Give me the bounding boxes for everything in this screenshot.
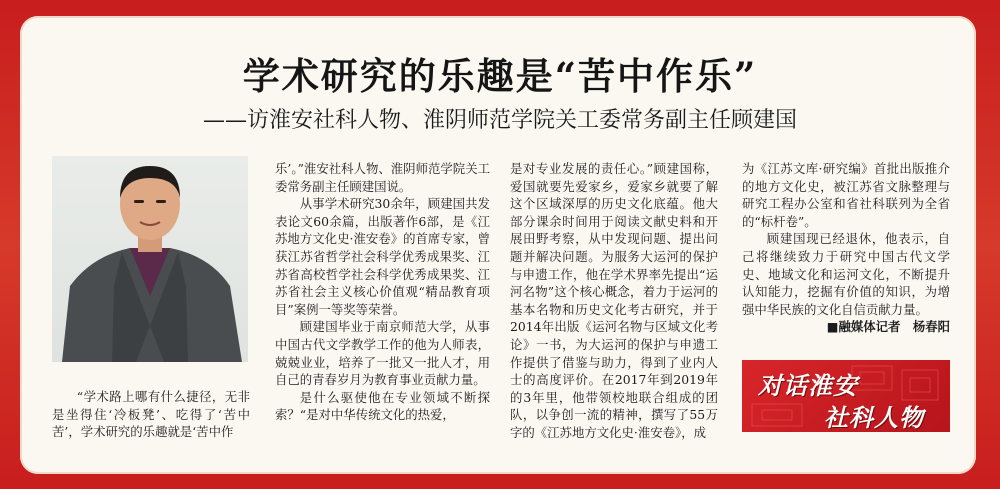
quote-paragraph: “学术路上哪有什么捷径，无非是坐得住‘冷板凳’、吃得了‘苦中苦’，学术研究的乐趣就是‘苦中作 xyxy=(52,389,250,440)
column-2-paragraph-1: 从事学术研究30余年，顾建国共发表论文60余篇，出版著作6部，是《江苏地方文化史·淮安卷》的首席专家，曾获江苏省哲学社会科学优秀成果奖、江苏省高校哲学社会科学优秀成果奖、江苏省社会主义核心价值观“精品教育项目”案例一等奖等荣誉。 xyxy=(275,196,490,317)
portrait-illustration xyxy=(52,156,248,362)
column-4-paragraph-0: 为《江苏文库·研究编》首批出版推介的地方文化史，被江苏省文脉整理与研究工程办公室和省社科联列为全省的“标杆卷”。 xyxy=(742,161,950,229)
logo-line-1: 对话淮安 xyxy=(758,371,858,400)
column-3-paragraph-0: 是对专业发展的责任心。”顾建国称，爱国就要先爱家乡，爱家乡就要了解这个区域深厚的历史文化底蕴。他大部分课余时间用于阅读文献史料和开展田野考察，从中发现问题、提出问题并解决问题。为服务大运河的保护与申遗工作，他在学术界率先提出“运河名物”这个核心概念，着力于运河的基本名物和历史文化考古研究，并于2014年出版《运河名物与区域文化考论》一书，为大运河的保护与申遗工作提供了借鉴与助力，得到了业内人士的高度评价。在2017年到2019年的3年里，他带领校地联合组成的团队，以争创一流的精神，撰写了55万字的《江苏地方文化史·淮安卷》，成 xyxy=(510,161,718,440)
portrait-photo xyxy=(52,156,248,362)
column-logo-badge xyxy=(742,360,950,432)
article-title: 学术研究的乐趣是“苦中作乐” xyxy=(242,54,758,98)
column-4-paragraph-1: 顾建国现已经退休，他表示，自己将继续致力于研究中国古代文学史、地域文化和运河文化，不断提升认知能力，挖掘有价值的知识，为增强中华民族的文化自信贡献力量。 xyxy=(742,231,950,317)
article-subtitle: ——访淮安社科人物、淮阴师范学院关工委常务副主任顾建国 xyxy=(202,108,797,133)
column-2-paragraph-0: 乐’。”淮安社科人物、淮阴师范学院关工委常务副主任顾建国说。 xyxy=(275,161,490,194)
photo-side-quote xyxy=(52,388,250,441)
column-2-paragraph-3: 是什么驱使他在专业领域不断探索？“是对中华传统文化的热爱， xyxy=(275,389,490,423)
article-column-2 xyxy=(275,160,490,424)
logo-line-2: 社科人物 xyxy=(824,403,924,432)
article-column-3 xyxy=(510,160,718,442)
reporter-byline: ■融媒体记者 杨春阳 xyxy=(826,319,950,335)
article-column-4 xyxy=(742,160,950,336)
column-2-paragraph-2: 顾建国毕业于南京师范大学，从事中国古代文学教学工作的他为人师表，兢兢业业，培养了一批又一批人才，用自己的青春岁月为教育事业贡献力量。 xyxy=(275,319,490,388)
